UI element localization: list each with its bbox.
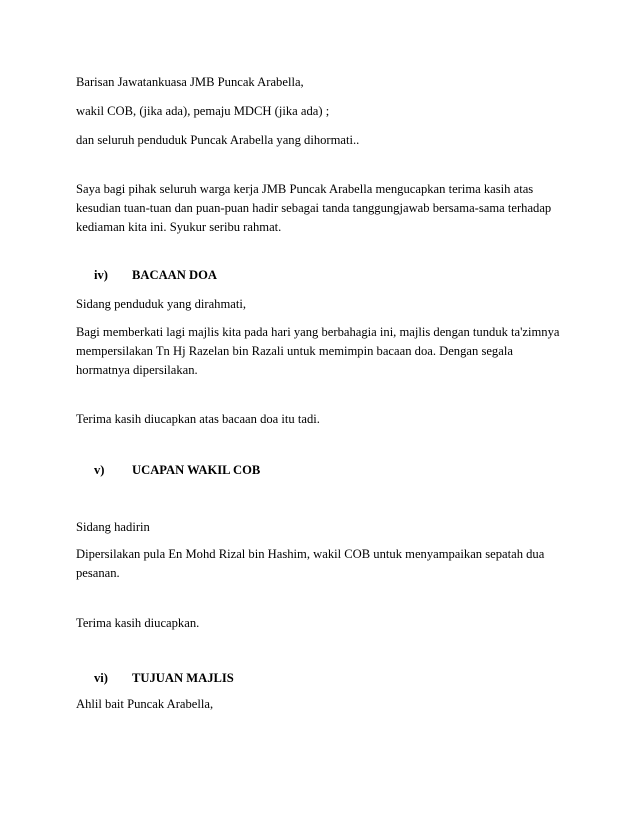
intro-line-1: Barisan Jawatankuasa JMB Puncak Arabella,	[76, 75, 304, 89]
thanks-paragraph-line-2: kesudian tuan-tuan dan puan-puan hadir sebagai tanda tanggungjawab bersama-sama terhadap	[76, 201, 552, 215]
section-iv-closing: Terima kasih diucapkan atas bacaan doa itu tadi.	[76, 412, 320, 426]
intro-line-2: wakil COB, (jika ada), pemaju MDCH (jika ada) ;	[76, 104, 330, 118]
thanks-paragraph-line-3: kediaman kita ini. Syukur seribu rahmat.	[76, 220, 282, 234]
section-iv-paragraph-line-2: mempersilakan Tn Hj Razelan bin Razali untuk memimpin bacaan doa. Dengan segala	[76, 344, 513, 358]
thanks-paragraph-line-1: Saya bagi pihak seluruh warga kerja JMB Puncak Arabella mengucapkan terima kasih atas	[76, 182, 534, 196]
section-vi-number: vi)	[94, 671, 108, 685]
section-iv-paragraph-line-3: hormatnya dipersilakan.	[76, 363, 198, 377]
section-v-greeting: Sidang hadirin	[76, 520, 150, 534]
intro-line-3: dan seluruh penduduk Puncak Arabella yang dihormati..	[76, 133, 360, 147]
section-v-closing: Terima kasih diucapkan.	[76, 616, 200, 630]
section-v-title: UCAPAN WAKIL COB	[132, 463, 261, 477]
section-vi-greeting: Ahlil bait Puncak Arabella,	[76, 697, 214, 711]
section-iv-number: iv)	[94, 268, 108, 282]
section-v-paragraph-line-2: pesanan.	[76, 566, 120, 580]
section-iv-paragraph-line-1: Bagi memberkati lagi majlis kita pada hari yang berbahagia ini, majlis dengan tunduk ta'zimnya	[76, 325, 560, 339]
section-iv-greeting: Sidang penduduk yang dirahmati,	[76, 297, 246, 311]
section-v-paragraph-line-1: Dipersilakan pula En Mohd Rizal bin Hashim, wakil COB untuk menyampaikan sepatah dua	[76, 547, 545, 561]
section-v-number: v)	[94, 463, 105, 477]
section-iv-title: BACAAN DOA	[132, 268, 218, 282]
section-vi-title: TUJUAN MAJLIS	[132, 671, 234, 685]
